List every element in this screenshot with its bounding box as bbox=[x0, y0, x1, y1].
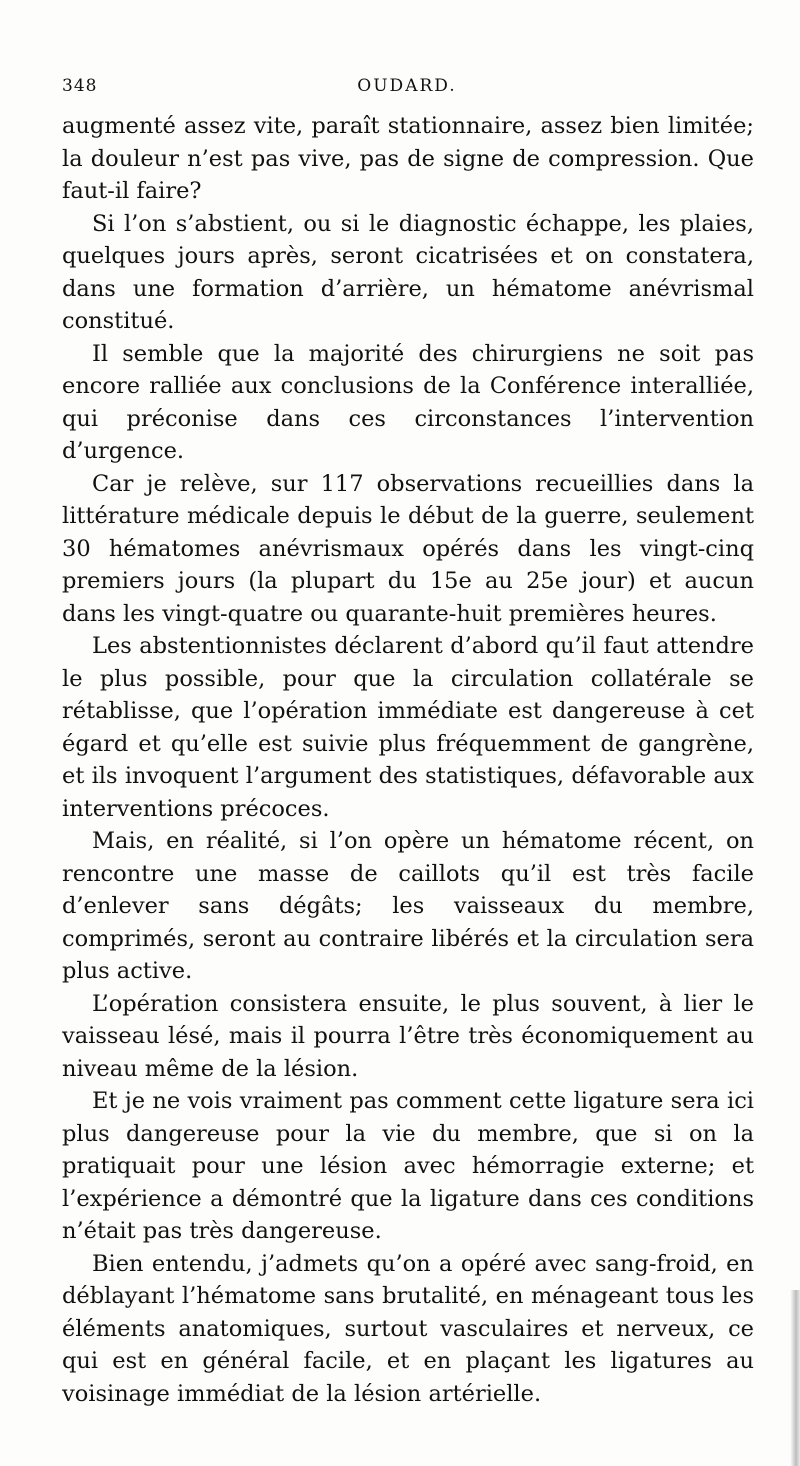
paragraph: L’opération consistera ensuite, le plus souvent, à lier le vaisseau lésé, mais il pourra l’être très économiquement au niveau même de la lésion. bbox=[62, 990, 754, 1082]
paragraph: Car je relève, sur 117 observations recueillies dans la littérature médicale depuis le début de la guerre, seulement 30 hématomes anévrismaux opérés dans les vingt-cinq premiers jours (la plupart du 15e au 25e jour) et aucun dans les vingt-quatre ou quarante-huit premières heures. bbox=[62, 470, 754, 627]
paragraph: Il semble que la majorité des chirurgiens ne soit pas encore ralliée aux conclusions de la Conférence interalliée, qui préconise dans ces circonstances l’intervention d’urgence. bbox=[62, 340, 754, 464]
running-head: OUDARD. bbox=[357, 76, 457, 96]
paragraph: Et je ne vois vraiment pas comment cette ligature sera ici plus dangereuse pour la vie du membre, que si on la pratiquait pour une lésion avec hémorragie externe; et l’expérience a démontré que la ligature dans ces conditions n’était pas très dangereuse. bbox=[62, 1088, 754, 1244]
paragraph: Si l’on s’abstient, ou si le diagnostic échappe, les plaies, quelques jours après, seront cicatrisées et on constatera, dans une formation d’arrière, un hématome anévrismal constitué. bbox=[62, 210, 754, 334]
paragraph: augmenté assez vite, paraît stationnaire, assez bien limitée; la douleur n’est pas vive, pas de signe de compression. Que faut-il faire? bbox=[62, 113, 754, 204]
body-text bbox=[62, 110, 754, 1410]
page-number: 348 bbox=[62, 76, 98, 96]
paragraph: Les abstentionnistes déclarent d’abord qu’il faut attendre le plus possible, pour que la circulation collatérale se rétablisse, que l’opération immédiate est dangereuse à cet égard et qu’elle est suivie plus fréquemment de gangrène, et ils invoquent l’argument des statistiques, défavorable aux interventions précoces. bbox=[62, 633, 754, 822]
paragraph: Bien entendu, j’admets qu’on a opéré avec sang-froid, en déblayant l’hématome sans brutalité, en ménageant tous les éléments anatomiques, surtout vasculaires et nerveux, ce qui est en général facile, et en plaçant les ligatures au voisinage immédiat de la lésion artérielle. bbox=[62, 1250, 754, 1407]
page-header bbox=[62, 76, 752, 100]
paragraph: Mais, en réalité, si l’on opère un hématome récent, on rencontre une masse de caillots qu’il est très facile d’enlever sans dégâts; les vaisseaux du membre, comprimés, seront au contraire libérés et la circulation sera plus active. bbox=[62, 828, 754, 984]
page-edge-shadow bbox=[790, 1290, 800, 1466]
